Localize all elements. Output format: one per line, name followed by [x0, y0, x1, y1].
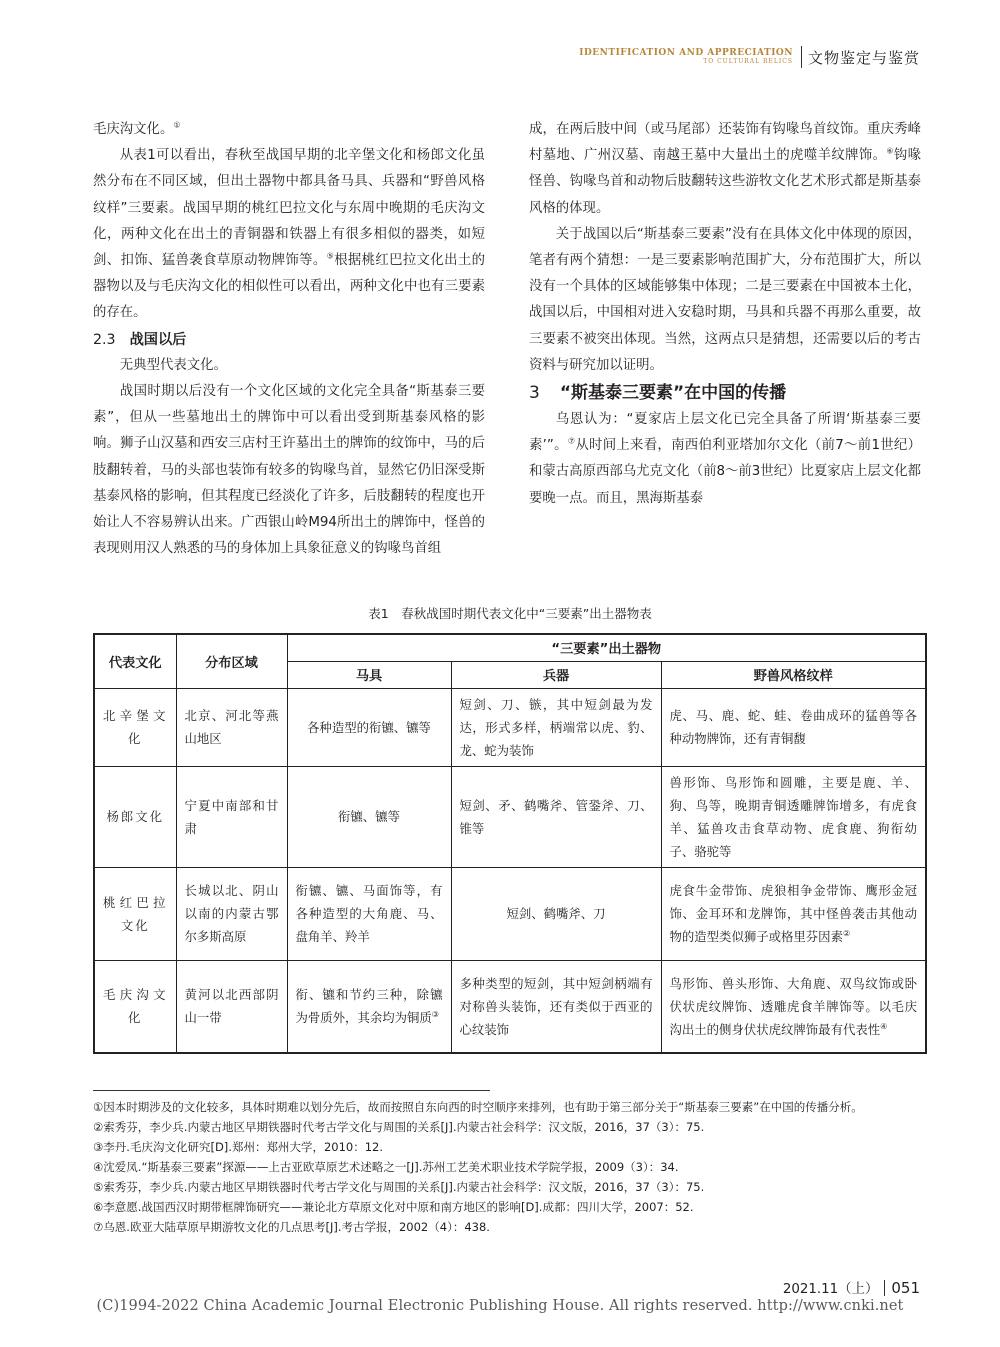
cell-horse-gear: [287, 867, 451, 960]
section-title: “斯基泰三要素”在中国的传播: [559, 383, 787, 404]
cell-text: 各种造型的衔镳、镳等: [307, 719, 431, 735]
cell-region: 长城以北、阴山以南的内蒙古鄂尔多斯高原: [176, 867, 287, 960]
footnote: ⑦乌恩.欧亚大陆草原早期游牧文化的几点思考[J].考古学报，2002（4）：438.: [93, 1220, 490, 1234]
paragraph: 战国时期以后没有一个文化区域的文化完全具备“斯基泰三要素”，但从一些墓地出土的牌饰中可以看出受到斯基泰风格的影响。狮子山汉墓和西安三店村王许墓出土的牌饰的纹饰中，马的后肢翻转着，马的头部也装饰有较多的钩喙鸟首，显然它仍旧深受斯基泰风格的影响，但其程度已经淡化了许多，后肢翻转的程度也开始让人不容易辨认出来。广西银山岭M94所出土的牌饰中，怪兽的表现则用汉人熟悉的马的身体加上具象征意义的钩喙鸟首组: [93, 384, 485, 557]
issue-date: 2021.11（上）: [782, 1282, 879, 1297]
paragraph: [529, 117, 921, 222]
footnote-ref: ④: [880, 1021, 888, 1031]
section-heading: [529, 379, 921, 407]
footnote: ⑤索秀芬，李少兵.内蒙古地区早期铁器时代考古学文化与周围的关系[J].内蒙古社会科学：汉文版，2016，37（3）：75.: [93, 1180, 705, 1194]
cell-weapons: 短剑、鹤嘴斧、刀: [451, 867, 661, 960]
copyright-line: (C)1994-2022 China Academic Journal Electronic Publishing House. All rights reserved. http://www.cnki.net: [96, 1298, 904, 1314]
paragraph-text: 从表1可以看出，春秋至战国早期的北辛堡文化和杨郎文化虽然分布在不同区域，但出土器物中都具备马具、兵器和“野兽风格纹样”三要素。战国早期的桃红巴拉文化与东周中晚期的毛庆沟文化，两种文化在出土的青铜器和铁器上有很多相似的器类，如短剑、扣饰、猛兽袭食草原动物牌饰等。: [93, 148, 485, 269]
paragraph-text: 钩喙怪兽、钩喙鸟首和动物后肢翻转这些游牧文化艺术形式都是斯基泰风格的体现。: [529, 148, 922, 216]
cell-text: 虎食牛金带饰、虎狼相争金带饰、鹰形金冠饰、金耳环和龙牌饰，其中怪兽袭击其他动物的造型类似狮子或格里芬因素: [669, 883, 917, 944]
table-row: [94, 960, 926, 1053]
paragraph: [529, 407, 921, 512]
cell-weapons: 短剑、刀、镞，其中短剑最为发达，形式多样，柄端常以虎、豹、龙、蛇为装饰: [451, 688, 661, 766]
paragraph: 无典型代表文化。: [119, 357, 227, 373]
footnote-ref: ⑦: [567, 436, 576, 446]
footnote-ref: ⑥: [886, 146, 894, 156]
footnote: ③李丹.毛庆沟文化研究[D].郑州：郑州大学，2010：12.: [93, 1140, 384, 1154]
footnote-ref: ②: [842, 928, 851, 938]
header-horse-gear: 马具: [287, 661, 451, 688]
cell-culture: 桃红巴拉文化: [94, 867, 176, 960]
table-caption: 表1 春秋战国时期代表文化中“三要素”出土器物表: [368, 606, 652, 621]
section-heading: [93, 327, 485, 353]
footnote: ④沈爱凤.“斯基泰三要素”探源——上古亚欧草原艺术述略之一[J].苏州工艺美术职业技术学院学报，2009（3）：34.: [93, 1160, 679, 1174]
cell-text: 衔镳、镳、马面饰等，有各种造型的大角鹿、马、盘角羊、羚羊: [295, 883, 443, 944]
header-animal-style: 野兽风格纹样: [661, 661, 926, 688]
cell-horse-gear: [287, 960, 451, 1053]
section-title: 战国以后: [129, 331, 187, 348]
running-header: [579, 46, 920, 68]
table-row: [94, 766, 926, 867]
footnote-divider: [93, 1090, 490, 1091]
cell-text: 兽形饰、鸟形饰和圆雕，主要是鹿、羊、狗、鸟等，晚期青铜透雕牌饰增多，有虎食羊、猛兽攻击食草动物、虎食鹿、狗衔幼子、骆驼等: [669, 774, 917, 859]
header-divider: [801, 46, 802, 68]
cell-animal-style: [661, 960, 926, 1053]
header-english-title: [579, 49, 793, 65]
cell-culture: 杨郎文化: [94, 766, 176, 867]
page-footer: [783, 1278, 920, 1297]
cell-region: 宁夏中南部和甘肃: [176, 766, 287, 867]
section-number: 2.3: [93, 331, 116, 348]
left-column: [93, 117, 485, 562]
cell-culture: 毛庆沟文化: [94, 960, 176, 1053]
paragraph-text: 从时间上来看，南西伯利亚塔加尔文化（前7～前1世纪）和蒙古高原西部乌尤克文化（前8～前3世纪）比夏家店上层文化都要晚一点。而且，黑海斯基泰: [529, 438, 922, 506]
cell-region: 黄河以北西部阴山一带: [176, 960, 287, 1053]
footnotes: [93, 1097, 927, 1237]
footnote-ref: ③: [431, 1010, 439, 1020]
footnote: ②索秀芬，李少兵.内蒙古地区早期铁器时代考古学文化与周围的关系[J].内蒙古社会科学：汉文版，2016，37（3）：75.: [93, 1120, 705, 1134]
cell-animal-style: [661, 688, 926, 766]
cell-animal-style: [661, 867, 926, 960]
footer-divider: [884, 1280, 885, 1296]
section-number: 3: [529, 383, 540, 404]
table-row: [94, 867, 926, 960]
header-chinese-title: 文物鉴定与鉴赏: [807, 48, 920, 67]
footnote-ref: ①: [173, 120, 181, 130]
header-three-elements: “三要素”出土器物: [287, 634, 926, 661]
footnote: ①因本时期涉及的文化较多，具体时期难以划分先后，故而按照自东向西的时空顺序来排列，也有助于第三部分关于“斯基泰三要素”在中国的传播分析。: [93, 1100, 863, 1114]
cell-text: 衔、镳和节约三种，除镳为骨质外，其余均为铜质: [295, 987, 443, 1026]
header-en-line1: IDENTIFICATION AND APPRECIATION: [579, 47, 793, 58]
cell-horse-gear: [287, 688, 451, 766]
header-region: 分布区域: [176, 634, 287, 688]
header-culture: 代表文化: [94, 634, 176, 688]
cell-region: 北京、河北等燕山地区: [176, 688, 287, 766]
culture-table: [93, 633, 927, 1054]
cell-weapons: 多种类型的短剑，其中短剑柄端有对称兽头装饰，还有类似于西亚的心纹装饰: [451, 960, 661, 1053]
cell-text: 鸟形饰、兽头形饰、大角鹿、双鸟纹饰或卧伏状虎纹牌饰、透雕虎食羊牌饰等。以毛庆沟出土的侧身伏状虎纹牌饰最有代表性: [669, 975, 917, 1037]
cell-text: 衔镳、镳等: [338, 809, 400, 824]
cell-animal-style: [661, 766, 926, 867]
footnote-ref: ⑤: [326, 251, 335, 261]
paragraph-text: 乌恩认为：“夏家店上层文化已完全具备了所谓‘斯基泰三要素’”。: [529, 412, 921, 454]
cell-horse-gear: [287, 766, 451, 867]
paragraph: [93, 117, 485, 143]
right-column: [529, 117, 921, 512]
paragraph-text: 成，在两后肢中间（或马尾部）还装饰有钩喙鸟首纹饰。重庆秀峰村墓地、广州汉墓、南越王墓中大量出土的虎噬羊纹牌饰。: [529, 122, 921, 164]
header-weapons: 兵器: [451, 661, 661, 688]
cell-text: 虎、马、鹿、蛇、蛙、卷曲成环的猛兽等各种动物牌饰，还有青铜馥: [669, 708, 917, 746]
paragraph-text: 毛庆沟文化。: [93, 122, 174, 137]
table-row: [94, 688, 926, 766]
cell-weapons: 短剑、矛、鹤嘴斧、管銎斧、刀、锥等: [451, 766, 661, 867]
header-en-line2: TO CULTURAL RELICS: [703, 57, 793, 65]
paragraph: [93, 143, 485, 326]
footnote: ⑥李意愿.战国西汉时期带框牌饰研究——兼论北方草原文化对中原和南方地区的影响[D].成都：四川大学，2007：52.: [93, 1200, 694, 1214]
page-number: 051: [891, 1278, 920, 1297]
paragraph-text: 根据桃红巴拉文化出土的器物以及与毛庆沟文化的相似性可以看出，两种文化中也有三要素的存在。: [93, 253, 486, 321]
paragraph: 关于战国以后“斯基泰三要素”没有在具体文化中体现的原因，笔者有两个猜想：一是三要素影响范围扩大，分布范围扩大，所以没有一个具体的区域能够集中体现；二是三要素在中国被本土化，战国以后，中国相对进入安稳时期，马具和兵器不再那么重要，故三要素不被突出体现。当然，这两点只是猜想，还需要以后的考古资料与研究加以证明。: [529, 226, 921, 373]
cell-culture: 北辛堡文化: [94, 688, 176, 766]
